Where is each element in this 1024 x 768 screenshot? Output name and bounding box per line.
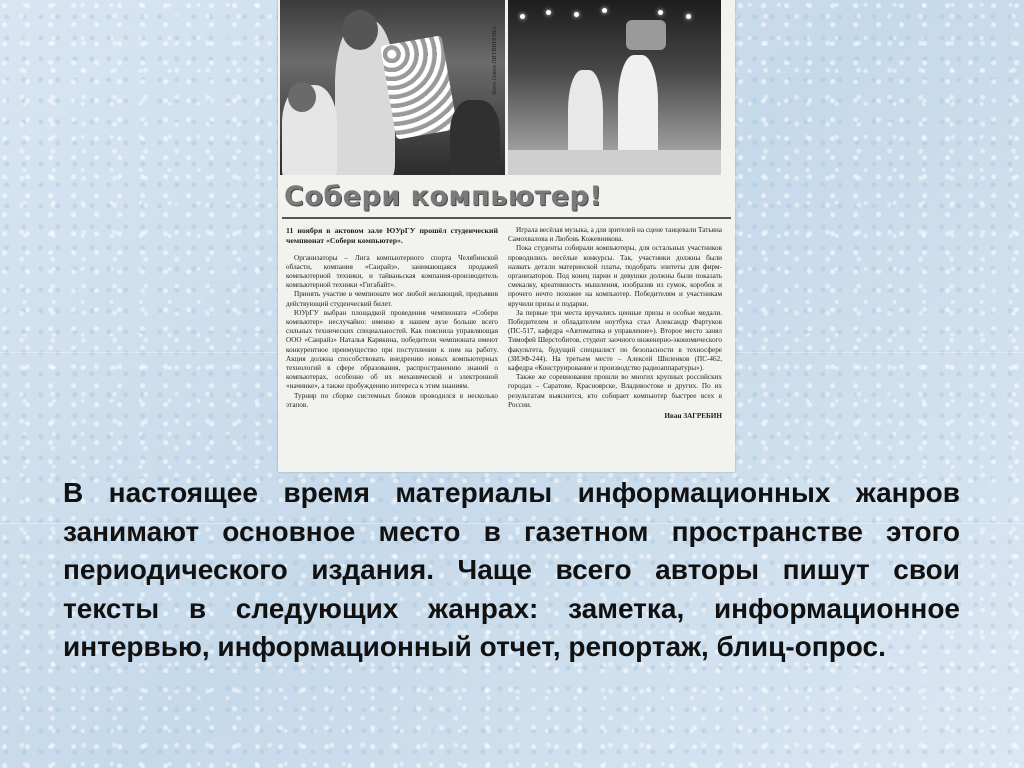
headline-rule (282, 217, 731, 219)
article-paragraph: Турнир по сборке системных блоков проводился в несколько этапов. (286, 391, 498, 409)
article-paragraph: Пока студенты собирали компьютеры, для остальных участников проводились весёлые конкурсы. Так, участники должны были назвать детали материнской платы, подобрать эпитеты для фирм-организаторов. Под конец парни и девушки должны были показать смекалку, креативность мышления, изобразив из сумок, коробок и прочего нечто похожее на компьютер. Победителям и участникам вручили призы и подарки. (508, 244, 722, 308)
article-paragraph: За первые три места вручались ценные призы и особые медали. Победителем и обладателем ноутбука стал Александр Фартуков (ПС-517, кафедра «Автоматика и управление»). Второе место занял Тимофей Шерстобитов, студент заочного инженерно-экономического факультета, будущий специалист по безопасности в техносфере (ЗИЭФ-244). На третьем месте – Алексей Шиленков (ПС-462, кафедра «Конструирование и производство радиоаппаратуры»). (508, 308, 722, 373)
photo-stage-winners (508, 0, 721, 175)
article-paragraph: Организаторы – Лига компьютерного спорта Челябинской области, компания «Санрайз», занимающаяся продажей компьютерной техники, и тайваньская компания-производитель компьютерной техники «Гигабайт». (286, 253, 498, 290)
person-figure (450, 100, 500, 175)
article-paragraph: Играла весёлая музыка, а для зрителей на сцене танцевали Татьяна Самохвалова и Любовь Кожевникова. (508, 226, 722, 244)
stage-floor (508, 150, 721, 175)
article-column-left (286, 226, 498, 410)
photo-credit: Фото Олега ЛИТВИНОВА (492, 26, 498, 95)
stage-light (602, 8, 607, 13)
article-lead: 11 ноября в актовом зале ЮУрГУ прошёл студенческий чемпионат «Собери компьютер». (286, 226, 498, 245)
stage-light (574, 12, 579, 17)
person-figure (342, 10, 378, 50)
raised-prize (626, 20, 666, 50)
article-headline: Собери компьютер! (284, 181, 603, 212)
stage-light (658, 10, 663, 15)
stage-light (520, 14, 525, 19)
slide-body-text: В настоящее время материалы информационных жанров занимают основное место в газетном пространстве этого периодического издания. Чаще всего авторы пишут свои тексты в следующих жанрах: заметка, информационное интервью, информационный отчет, репортаж, блиц-опрос. (63, 477, 960, 662)
newspaper-clipping (278, 0, 735, 472)
person-figure (288, 82, 316, 112)
article-paragraph: ЮУрГУ выбран площадкой проведения чемпионата «Собери компьютер» неслучайно: именно в нашем вузе больше всего сильных технических специальностей. Как пояснила управляющая ООО «Санрайз» Наталья Карякина, победители чемпионата имеют конкурентное преимущество при поступлении к ним на работу. Акция должна способствовать внедрению новых компьютерных технологий в сфере образования, распространению знаний о компьютерах, особенно об их механической и электронной «начинке», а также пробуждению интереса к этим знаниям. (286, 308, 498, 391)
stage-light (546, 10, 551, 15)
article-paragraph: Принять участие в чемпионате мог любой желающий, предъявив действующий студенческий билет. (286, 290, 498, 308)
stage-light (686, 14, 691, 19)
article-paragraph: Также же соревнования прошли во многих крупных российских городах – Саратове, Красноярске, Владивостоке и других. По их результатам выяснится, кто собирает компьютер быстрее всех в России. (508, 373, 722, 409)
article-byline: Иван ЗАГРЕБИН (664, 412, 722, 421)
article-column-right (508, 226, 722, 421)
photo-students-with-prize (280, 0, 505, 175)
